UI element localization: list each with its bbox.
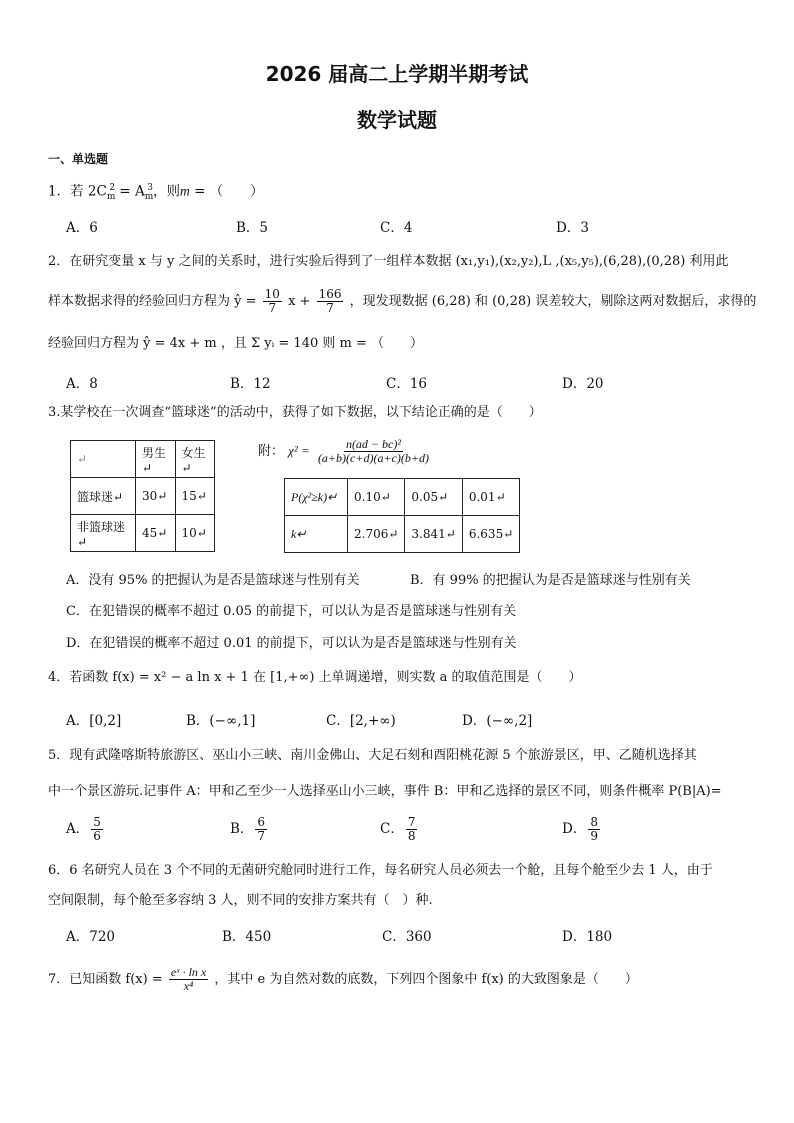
question-2-line-3: 经验回归方程为 ŷ = 4x + m ，且 Σ yᵢ = 140 则 m = （ ） — [48, 336, 423, 351]
q3-option-b: B．有 99% 的把握认为是否是篮球迷与性别有关 — [410, 573, 691, 588]
q2-option-c: C．16 — [386, 376, 428, 392]
q4-option-b: B．(−∞,1] — [186, 713, 256, 729]
table-cell: 30↵ — [136, 478, 176, 515]
q6-option-c: C．360 — [382, 929, 432, 945]
table-cell: 2.706↵ — [348, 516, 405, 553]
q4-option-a: A．[0,2] — [66, 713, 122, 729]
table-cell: 非篮球迷↵ — [71, 515, 136, 552]
table-cell: 15↵ — [175, 478, 215, 515]
survey-table — [70, 440, 215, 552]
question-3-stem: 3.某学校在一次调查“篮球迷”的活动中，获得了如下数据，以下结论正确的是（ ） — [48, 405, 542, 420]
q2-option-d: D．20 — [562, 376, 604, 392]
table-row — [285, 516, 520, 553]
question-5-line-2: 中一个景区游玩.记事件 A：甲和乙至少一人选择巫山小三峡，事件 B：甲和乙选择的景区不同，则条件概率 P(B|A)= — [48, 784, 722, 799]
table-cell: 男生↵ — [136, 441, 176, 478]
question-7-stem: 7．已知函数 f(x) = $\frac{\text{eˣ · ln x}}{\text{x⁴}}$ ，其中 e 为自然对数的底数，下列四个图象中 f(x) 的大致图象是（ ） — [48, 965, 638, 993]
table-cell: 10↵ — [175, 515, 215, 552]
q6-option-b: B．450 — [222, 929, 272, 945]
exam-subtitle: 数学试题 — [357, 108, 437, 132]
question-2-line-2: 样本数据求得的经验回归方程为 ŷ = $\frac{10}{7}$ x + $\frac{166}{7}$ ，现发现数据 (6,28) 和 (0,28) 误差较大，剔除这两对数据后，求得的 — [48, 287, 757, 315]
table-row — [285, 479, 520, 516]
table-cell: 6.635↵ — [462, 516, 519, 553]
chi-square-table — [284, 478, 520, 553]
table-cell: ↵ — [71, 441, 136, 478]
q5-option-d: D． $\frac{8}{9}$ — [562, 815, 598, 843]
q1-option-c: C．4 — [380, 220, 413, 236]
question-2-line-1: 2．在研究变量 x 与 y 之间的关系时，进行实验后得到了一组样本数据 (x₁,y₁),(x₂,y₂),L ,(x₅,y₅),(6,28),(0,28) 利用此 — [48, 254, 729, 269]
q3-option-c: C．在犯错误的概率不超过 0.05 的前提下，可以认为是否是篮球迷与性别有关 — [66, 604, 517, 619]
question-4-stem: 4．若函数 f(x) = x² − a ln x + 1 在 [1,+∞) 上单调递增，则实数 a 的取值范围是（ ） — [48, 670, 582, 685]
q3-option-d: D．在犯错误的概率不超过 0.01 的前提下，可以认为是否是篮球迷与性别有关 — [66, 636, 517, 651]
q1-option-a: A．6 — [66, 220, 98, 236]
table-cell: P(χ²≥k)↵ — [285, 479, 348, 516]
table-cell: k↵ — [285, 516, 348, 553]
q2-option-a: A．8 — [66, 376, 98, 392]
table-cell: 0.01↵ — [462, 479, 519, 516]
q5-option-a: A． $\frac{5}{6}$ — [66, 815, 101, 843]
table-row — [71, 441, 215, 478]
table-cell: 篮球迷↵ — [71, 478, 136, 515]
section-heading: 一、单选题 — [48, 152, 109, 166]
question-5-line-1: 5．现有武隆喀斯特旅游区、巫山小三峡、南川金佛山、大足石刻和酉阳桃花源 5 个旅游景区，甲、乙随机选择其 — [48, 748, 697, 763]
table-cell: 女生↵ — [175, 441, 215, 478]
q4-option-c: C．[2,+∞) — [326, 713, 396, 729]
table-row — [71, 478, 215, 515]
q2-option-b: B．12 — [230, 376, 271, 392]
q6-option-a: A．720 — [66, 929, 116, 945]
chi-formula: 附： χ² = $\frac{\text{n(ad − bc)²}}{(a+b)(c+d)(a+c)(b+d)}$ — [258, 437, 429, 465]
question-6-line-1: 6．6 名研究人员在 3 个不同的无菌研究舱同时进行工作，每名研究人员必须去一个舱，且每个舱至少去 1 人，由于 — [48, 863, 713, 878]
q1-option-d: D．3 — [556, 220, 589, 236]
q5-option-b: B． $\frac{6}{7}$ — [230, 815, 266, 843]
q5-option-c: C． $\frac{7}{8}$ — [380, 815, 416, 843]
q3-option-a: A．没有 95% 的把握认为是否是篮球迷与性别有关 — [66, 573, 360, 588]
question-1-stem: 1．若 $2C_m^2 = A_m^3$，则m = （ ） — [48, 183, 264, 203]
q1-option-b: B．5 — [236, 220, 269, 236]
q4-option-d: D．(−∞,2] — [462, 713, 533, 729]
table-cell: 0.10↵ — [348, 479, 405, 516]
table-cell: 3.841↵ — [405, 516, 462, 553]
exam-title: 2026 届高二上学期半期考试 — [265, 62, 529, 86]
question-6-line-2: 空间限制，每个舱至多容纳 3 人，则不同的安排方案共有（ ）种. — [48, 893, 433, 908]
q6-option-d: D．180 — [562, 929, 613, 945]
table-row — [71, 515, 215, 552]
table-cell: 0.05↵ — [405, 479, 462, 516]
table-cell: 45↵ — [136, 515, 176, 552]
